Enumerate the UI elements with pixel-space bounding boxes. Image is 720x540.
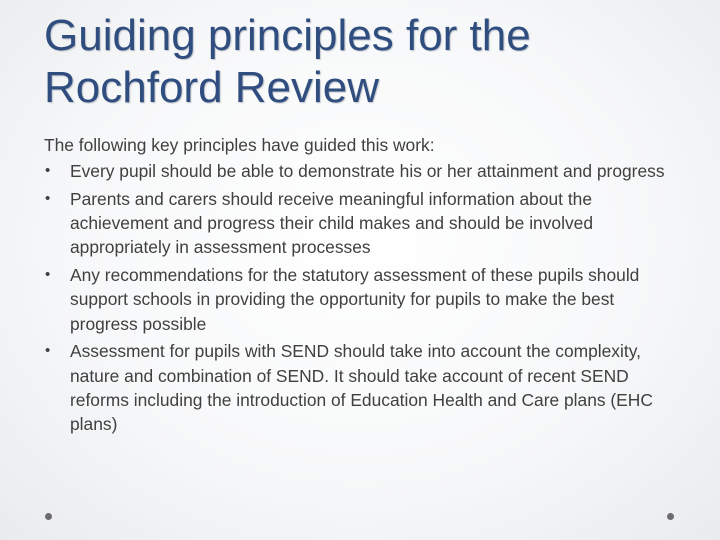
bullet-item-4 — [44, 339, 684, 436]
bullet-icon: • — [45, 266, 51, 284]
bullet-text-2: Parents and carers should receive meaningful information about the achievement and progress their child makes and should be involved appropriately in assessment processes — [70, 189, 593, 258]
slide-title: Guiding principles for the Rochford Review — [44, 11, 531, 112]
bullet-icon: • — [45, 342, 51, 360]
bullet-icon: • — [45, 190, 51, 207]
bullet-item-1 — [44, 159, 684, 183]
bullet-item-2 — [44, 187, 684, 260]
bullet-icon: • — [45, 162, 51, 180]
bullet-list — [44, 159, 684, 436]
slide-body — [44, 133, 684, 440]
bullet-item-3 — [44, 263, 684, 336]
corner-dot-right-icon — [667, 513, 674, 520]
bullet-text-3: Any recommendations for the statutory assessment of these pupils should support schools in providing the opportunity for pupils to make the best progress possible — [70, 265, 640, 334]
intro-text: The following key principles have guided this work: — [44, 135, 435, 155]
bullet-text-1: Every pupil should be able to demonstrate his or her attainment and progress — [70, 161, 665, 182]
corner-dot-left-icon — [45, 513, 52, 520]
bullet-text-4: Assessment for pupils with SEND should take into account the complexity, nature and combination of SEND. It should take account of recent SEND reforms including the introduction of Education Health and Care plans (EHC plans) — [70, 341, 653, 435]
